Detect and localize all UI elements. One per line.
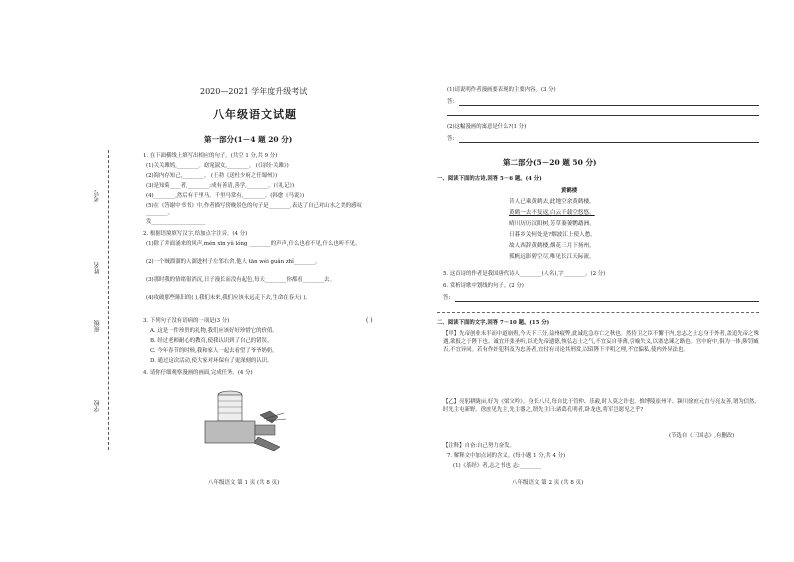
part2-heading: 第二部分(5－20 题 50 分) [503,158,597,167]
q7-stem: 7. 解释文中加点词的含义。(每小题 1 分,共 4 分) [447,453,566,459]
answer-label: 答: [447,99,455,105]
page-footer: 八年级语文 第 2 页 (共 8 页) [512,480,584,486]
poem-line: 日暮乡关何处是?烟波江上使人愁。 [509,232,596,238]
q3-option: A. 这是一件珍贵的礼物,我们应该好好珍惜它的价值。 [150,328,278,334]
part1-heading: 第一部分(1－4 题 20 分) [204,135,293,144]
q1-item: (4)________,然后有千里马。千里马常有,________。(韩愈《马说》) [146,193,305,199]
side-label-name: 姓名 [94,262,101,274]
q2-item: (4)攻破那些陈旧的( ),我们未来,我们应该永远走下去,生命在春天( )。 [146,295,311,301]
q4-stem: 4. 请你仔细观察漫画的画面,完成任务。(4 分) [143,370,253,376]
answer-line [447,115,759,116]
poem-line: 故人西辞黄鹤楼,烟花三月下扬州。 [509,243,595,249]
cartoon-image [200,385,290,455]
poem-title: 黄鹤楼 [561,188,578,194]
q4-sub1: (1)请说明作者漫画要表现的主要内容。(3 分) [447,87,556,93]
binding-line [108,150,109,450]
section1-heading: 一、阅读下面的古诗,回答 5－6 题。(4 分) [437,176,542,182]
q3-option: C. 今年春节的时候,我和家人一起去看望了爷爷奶奶。 [150,348,278,354]
q5: 5. 这首诗的作者是我国唐代诗人________(人名),字________。(2 分) [443,271,606,277]
q1-item: (3)是知菊____者,________;成有善清,善学,________。(《礼记》) [146,183,295,189]
q4-sub2: (2)这幅漫画的寓意是什么?(1 分) [447,124,527,130]
q1-item: 发____________________ [146,219,206,225]
main-title: 八年级语文试题 [213,108,297,121]
section2-heading: 二、阅读下面的文字,回答 7－10 题。(15 分) [437,320,550,326]
q1-item: (5)在《答谢中书书》中,作者描写傍晚景色的句子是________,表达了自己对山水之美的感叹________。 [146,203,362,216]
essay-passage-a: 【甲】先帝创业未半而中道崩殂,今天下三分,益州疲弊,此诚危急存亡之秋也。然侍卫之臣不懈于内,忠志之士忘身于外者,盖追先帝之殊遇,欲报之于陛下也。诚宜开张圣听,以光先帝遗德,恢弘志士之气,不宜妄自菲薄,引喻失义,以塞忠谏之路也。宫中府中,俱为一体,陟罚臧否,不宜异同。若有作奸犯科及为忠善者,宜付有司论其刑赏,以昭陛下平明之理,不宜偏私,使内外异法也。 [443,331,759,354]
side-label-class: 班级 [94,320,101,332]
annotation-note: 【注释】自奋:自己努力奋发。 [443,443,515,449]
exam-page-2 [397,0,794,562]
q3-answer-paren: ( ) [366,317,373,324]
q7-item: (1)《茶经》者,志之书也 志:________ [453,463,542,469]
q1-stem: 1. 在下面横线上填写出相应的句子。(共空 1 分,共 9 分) [143,153,278,159]
q2-item: (1)除了井面涌来的风声,mén xīn yǔ lóng ________的声声,什么也看不见,什么也听不见。 [146,241,361,247]
poem-line: 孤帆远影碧空尽,唯见长江天际流。 [509,254,595,260]
answer-line [459,142,759,143]
essay-source: (节选自《三国志》,有删改) [669,433,735,439]
answer-label: 答: [447,136,455,142]
q2-item: (2)一个贼溜溜的人溜进村子左邻右舍,他人 tān wéi guǎn zhǐ________。 [146,259,321,265]
poem-line: 晴川历历汉阳树,芳草萋萋鹦鹉洲。 [509,221,595,227]
answer-line [459,105,759,106]
q1-item: (2)海内存知己,________。 (王勃《送杜少府之任蜀州》) [146,173,278,179]
side-label-exam-no: 考号 [94,190,101,202]
exam-title: 2020—2021 学年度升级考试 [200,87,308,96]
essay-passage-b: 【乙】亮躬耕陇亩,好为《梁父吟》。身长八尺,每自比于管仲、乐毅,时人莫之许也。惟博陵崔州平、颍川徐庶元直与亮友善,谓为信然。时先主屯新野。徐庶见先主,先主器之,谓先主曰:诸葛孔明者,卧龙也,将军岂愿见之乎? [443,399,760,414]
q1-item: (1)关关雎鸠,________。窈窕淑女,________。 (《诗经·关雎》) [146,163,289,169]
q3-option: D. 通过这次活动,使大家对环保有了更深刻的认识。 [150,358,273,364]
q3-stem: 3. 下列句子没有语病的一项是(3 分) [143,318,230,324]
section-divider [437,312,759,313]
q3-option: B. 经过老师耐心的教育,使我认识到了自己的错误。 [150,338,273,344]
answer-label: 答: [443,295,451,301]
page-footer: 八年级语文 第 1 页 (共 8 页) [208,480,280,486]
q2-stem: 2. 根据语境填写汉字,给加点字注音。(4 分) [143,231,248,237]
poem-line-underlined: 黄鹤一去不复返,白云千载空悠悠。 [509,210,595,216]
q2-item: (3)那时我的情绪很消沉,日子漫长而没有起色,每天________你都看________去。 [146,277,335,283]
q6: 6. 赏析诗歌中划线的句子。(2 分) [443,283,524,289]
side-label-school: 学校 [94,400,101,412]
poem-line: 昔人已乘黄鹤去,此地空余黄鹤楼。 [509,199,595,205]
answer-line [455,301,759,302]
